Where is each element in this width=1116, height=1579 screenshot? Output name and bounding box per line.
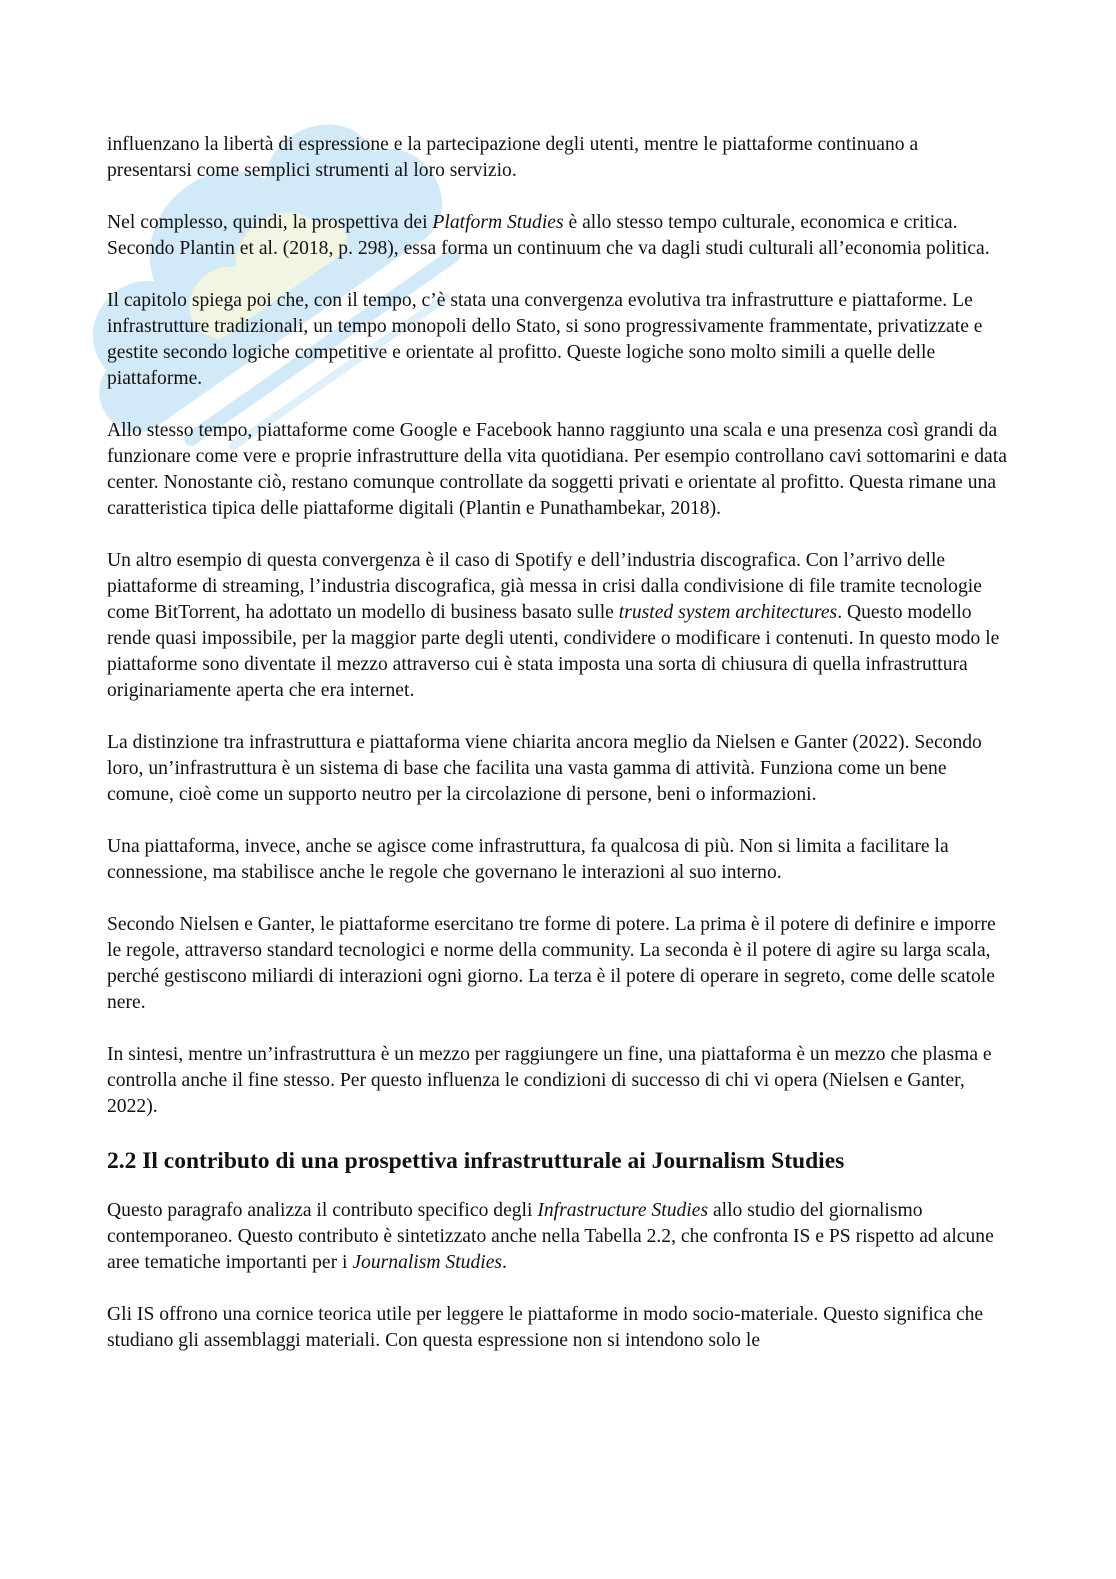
paragraph-text: è allo stesso tempo culturale, economica e critica. Secondo Plantin et al. (2018, p. 298), essa forma un continuum che va dagli studi culturali all’economia politica. bbox=[107, 212, 990, 259]
body-paragraph bbox=[107, 1302, 1007, 1354]
paragraph-group bbox=[107, 132, 1007, 1120]
italic-text: trusted system architectures bbox=[618, 602, 838, 623]
body-paragraph bbox=[107, 548, 1007, 704]
body-paragraph bbox=[107, 730, 1007, 808]
paragraph-text: . Questo modello rende quasi impossibile, per la maggior parte degli utenti, condividere o modificare i contenuti. In questo modo le piattaforme sono diventate il mezzo attraverso cui è stata imposta una sorta di chiusura di quella infrastruttura originariamente aperta che era internet. bbox=[107, 602, 1000, 701]
body-paragraph bbox=[107, 1042, 1007, 1120]
document-body bbox=[107, 132, 1007, 1380]
body-paragraph bbox=[107, 132, 1007, 184]
italic-text: Journalism Studies bbox=[352, 1252, 503, 1273]
body-paragraph bbox=[107, 912, 1007, 1016]
italic-text: Infrastructure Studies bbox=[537, 1200, 709, 1221]
paragraph-text: In sintesi, mentre un’infrastruttura è un mezzo per raggiungere un fine, una piattaforma è un mezzo che plasma e controlla anche il fine stesso. Per questo influenza le condizioni di successo di chi vi opera (Nielsen e Ganter, 2022). bbox=[107, 1044, 992, 1117]
body-paragraph bbox=[107, 1198, 1007, 1276]
paragraph-text: Questo paragrafo analizza il contributo specifico degli bbox=[107, 1200, 538, 1221]
section-paragraph-group bbox=[107, 1198, 1007, 1354]
body-paragraph bbox=[107, 288, 1007, 392]
paragraph-text: Un altro esempio di questa convergenza è il caso di Spotify e dell’industria discografica. Con l’arrivo delle piattaforme di streaming, l’industria discografica, già messa in crisi dalla condivisione di file tramite tecnologie come BitTorrent, ha adottato un modello di business basato sulle bbox=[107, 550, 982, 623]
paragraph-text: La distinzione tra infrastruttura e piattaforma viene chiarita ancora meglio da Nielsen e Ganter (2022). Secondo loro, un’infrastruttura è un sistema di base che facilita una vasta gamma di attività. Funziona come un bene comune, cioè come un supporto neutro per la circolazione di persone, beni o informazioni. bbox=[107, 732, 982, 805]
paragraph-text: Il capitolo spiega poi che, con il tempo, c’è stata una convergenza evolutiva tra infrastrutture e piattaforme. Le infrastrutture tradizionali, un tempo monopoli dello Stato, si sono progressivamente frammentate, privatizzate e gestite secondo logiche competitive e orientate al profitto. Queste logiche sono molto simili a quelle delle piattaforme. bbox=[107, 290, 983, 389]
paragraph-text: . bbox=[502, 1252, 507, 1273]
paragraph-text: Gli IS offrono una cornice teorica utile per leggere le piattaforme in modo socio-materiale. Questo significa che studiano gli assemblaggi materiali. Con questa espressione non si intendono solo le bbox=[107, 1304, 984, 1351]
body-paragraph bbox=[107, 834, 1007, 886]
paragraph-text: Secondo Nielsen e Ganter, le piattaforme esercitano tre forme di potere. La prima è il potere di definire e imporre le regole, attraverso standard tecnologici e norme della community. La seconda è il potere di agire su larga scala, perché gestiscono miliardi di interazioni ogni giorno. La terza è il potere di operare in segreto, come delle scatole nere. bbox=[107, 914, 996, 1013]
italic-text: Platform Studies bbox=[432, 212, 564, 233]
paragraph-text: Allo stesso tempo, piattaforme come Google e Facebook hanno raggiunto una scala e una presenza così grandi da funzionare come vere e proprie infrastrutture della vita quotidiana. Per esempio controllano cavi sottomarini e data center. Nonostante ciò, restano comunque controllate da soggetti privati e orientate al profitto. Questa rimane una caratteristica tipica delle piattaforme digitali (Plantin e Punathambekar, 2018). bbox=[107, 420, 1007, 519]
paragraph-text: influenzano la libertà di espressione e la partecipazione degli utenti, mentre le piattaforme continuano a presentarsi come semplici strumenti al loro servizio. bbox=[107, 134, 919, 181]
paragraph-text: Nel complesso, quindi, la prospettiva dei bbox=[107, 212, 433, 233]
paragraph-text: Una piattaforma, invece, anche se agisce come infrastruttura, fa qualcosa di più. Non si limita a facilitare la connessione, ma stabilisce anche le regole che governano le interazioni al suo interno. bbox=[107, 836, 949, 883]
paragraph-text: allo studio del giornalismo contemporaneo. Questo contributo è sintetizzato anche nella Tabella 2.2, che confronta IS e PS rispetto ad alcune aree tematiche importanti per i bbox=[107, 1200, 994, 1273]
body-paragraph bbox=[107, 418, 1007, 522]
section-heading: 2.2 Il contributo di una prospettiva infrastrutturale ai Journalism Studies bbox=[107, 1148, 845, 1174]
body-paragraph bbox=[107, 210, 1007, 262]
